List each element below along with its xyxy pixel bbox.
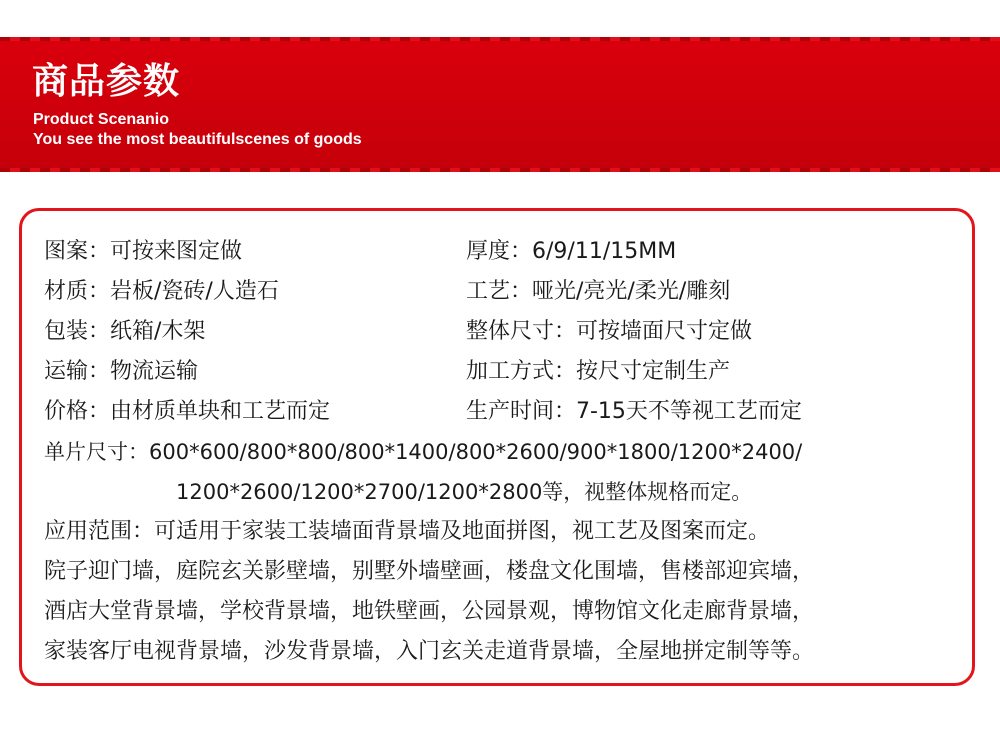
spec-row-10: [44, 597, 974, 627]
spec-row-8: [44, 517, 974, 547]
spec-overall-size: 整体尺寸：可按墙面尺寸定做: [466, 319, 753, 344]
spec-row-2: [44, 277, 974, 307]
spec-row-7: [44, 477, 974, 507]
banner-top-border: [0, 37, 1000, 41]
spec-row-4: [44, 357, 974, 387]
spec-row-6: [44, 437, 974, 467]
spec-packaging: 包装：纸箱/木架: [44, 319, 206, 344]
spec-row-9: [44, 557, 974, 587]
banner-subtitle-1: Product Scenanio: [33, 111, 170, 128]
spec-transport: 运输：物流运输: [44, 359, 199, 384]
spec-material: 材质：岩板/瓷砖/人造石: [44, 279, 279, 304]
spec-piece-size-line1: 单片尺寸：600*600/800*800/800*1400/800*2600/900*1800/1200*2400/: [44, 440, 803, 464]
spec-application-line1: 应用范围：可适用于家装工装墙面背景墙及地面拼图，视工艺及图案而定。: [44, 519, 771, 544]
spec-row-3: [44, 317, 974, 347]
spec-row-5: [44, 397, 974, 427]
spec-price: 价格：由材质单块和工艺而定: [44, 399, 331, 424]
spec-application-line3: 酒店大堂背景墙，学校背景墙，地铁壁画，公园景观，博物馆文化走廊背景墙，: [44, 599, 815, 624]
spec-application-line2: 院子迎门墙，庭院玄关影壁墙，别墅外墙壁画，楼盘文化围墙，售楼部迎宾墙，: [44, 559, 815, 584]
spec-thickness: 厚度：6/9/11/15MM: [466, 239, 677, 264]
spec-processing: 加工方式：按尺寸定制生产: [466, 359, 731, 384]
spec-row-1: [44, 237, 974, 267]
spec-pattern: 图案：可按来图定做: [44, 239, 243, 264]
banner-bottom-border: [0, 168, 1000, 172]
header-banner: [0, 37, 1000, 172]
spec-row-11: [44, 637, 974, 667]
banner-subtitle-2: You see the most beautifulscenes of goods: [33, 131, 362, 148]
spec-craft: 工艺：哑光/亮光/柔光/雕刻: [466, 279, 731, 304]
spec-piece-size-line2: 1200*2600/1200*2700/1200*2800等，视整体规格而定。: [176, 480, 753, 504]
spec-application-line4: 家装客厅电视背景墙，沙发背景墙，入门玄关走道背景墙，全屋地拼定制等等。: [44, 639, 815, 664]
banner-title: 商品参数: [32, 61, 181, 102]
spec-production-time: 生产时间：7-15天不等视工艺而定: [466, 399, 802, 424]
